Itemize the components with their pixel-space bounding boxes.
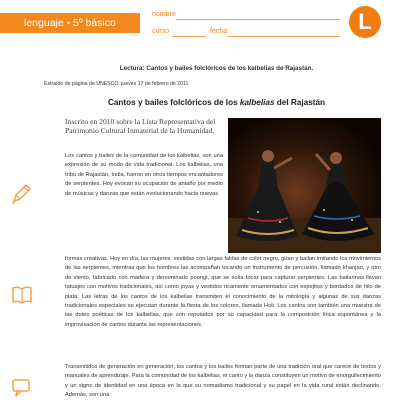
paragraph-two: Transmitidos de generación en generación, los cantos y los bailes forman parte de una tradición oral que carece de textos y manuales de aprendizaje. Para la comunidad de los kalbelias, el canto y la danza constituyen un motivo de enorgullecimiento y un signo de identidad en una época en la que su nomadismo tradicional y su papel en la vida rural están declinando. Además, son una xyxy=(65,364,381,399)
name-label: nombre xyxy=(152,11,176,18)
student-form xyxy=(150,8,340,42)
subject-separator: • xyxy=(66,18,70,28)
title-emphasis: kalbelias xyxy=(239,98,275,107)
worksheet-header xyxy=(0,0,400,44)
subject-banner xyxy=(0,13,140,33)
speech-icon xyxy=(10,377,34,399)
dancers-photo xyxy=(228,118,381,253)
reading-heading: Lectura: Cantos y bailes folclóricos de los kalbelias de Rajastán. xyxy=(119,65,314,72)
grade-label: 5º básico xyxy=(72,17,116,29)
subject-name: lenguaje xyxy=(24,17,64,29)
title-start: Cantos y bailes folclóricos de los xyxy=(107,98,240,107)
book-icon xyxy=(10,284,34,306)
source-line: Extraído de página de UNESCO, jueves 17 de febrero de 2011 xyxy=(44,81,189,87)
subject-label xyxy=(24,15,116,31)
date-label: fecha xyxy=(210,28,228,35)
date-field[interactable] xyxy=(228,36,340,37)
title-end: del Rajastán xyxy=(274,98,326,107)
paragraph-full-width: formas creativas. Hoy en día, las mujeres, vestidas con largas faldas de color negro, giran y bailan imitando los movimientos de las serpientes, mientras que los hombres las acompañan tocando un instrumento de percusión, llamado khanjari, y otro de viento, fabricado con madera y denominado poongi, que se solía tocar para capturar serpientes. Las bailarinas llevan tatuajes con motivos tradicionales, así como joyas y vestidos ricamente ornamentados con espejitos y bordados de hilo de plata. Las letras de los cantos de los kalbelias transmiten el conocimiento de la mitología y algunas de sus danzas tradicionales especiales se ejecutan durante la fiesta de los colores, llamada Holi. Los cantos son también una muestra de las dotes poéticas de los kalbelias, que son reputados por su capacidad para la composición lírica espontánea y la improvisación de cantos durante las representaciones. xyxy=(65,256,381,328)
logo-letter: L xyxy=(358,9,372,34)
course-label: curso xyxy=(152,28,170,35)
inscription-subheading: Inscrito en 2010 sobre la Lista Representativa del Patrimonio Cultural Inmaterial de la Humanidad. xyxy=(65,117,216,135)
name-field[interactable] xyxy=(176,19,340,20)
lenguaje-logo xyxy=(349,6,381,38)
course-field[interactable] xyxy=(172,36,206,37)
article-title xyxy=(44,98,389,107)
paragraph-column: Los cantos y bailes de la comunidad de los kalbelias, son una expresión de su modo de vida tradicional. Los kalbelias, una tribu de Rajastán, India, fueron en otros tiempos encantadores de serpientes. Hoy evocan su ocupación de antaño por medio de músicas y danzas que están evolucionando hacia nuevas xyxy=(65,153,223,197)
pencil-icon xyxy=(10,183,34,205)
